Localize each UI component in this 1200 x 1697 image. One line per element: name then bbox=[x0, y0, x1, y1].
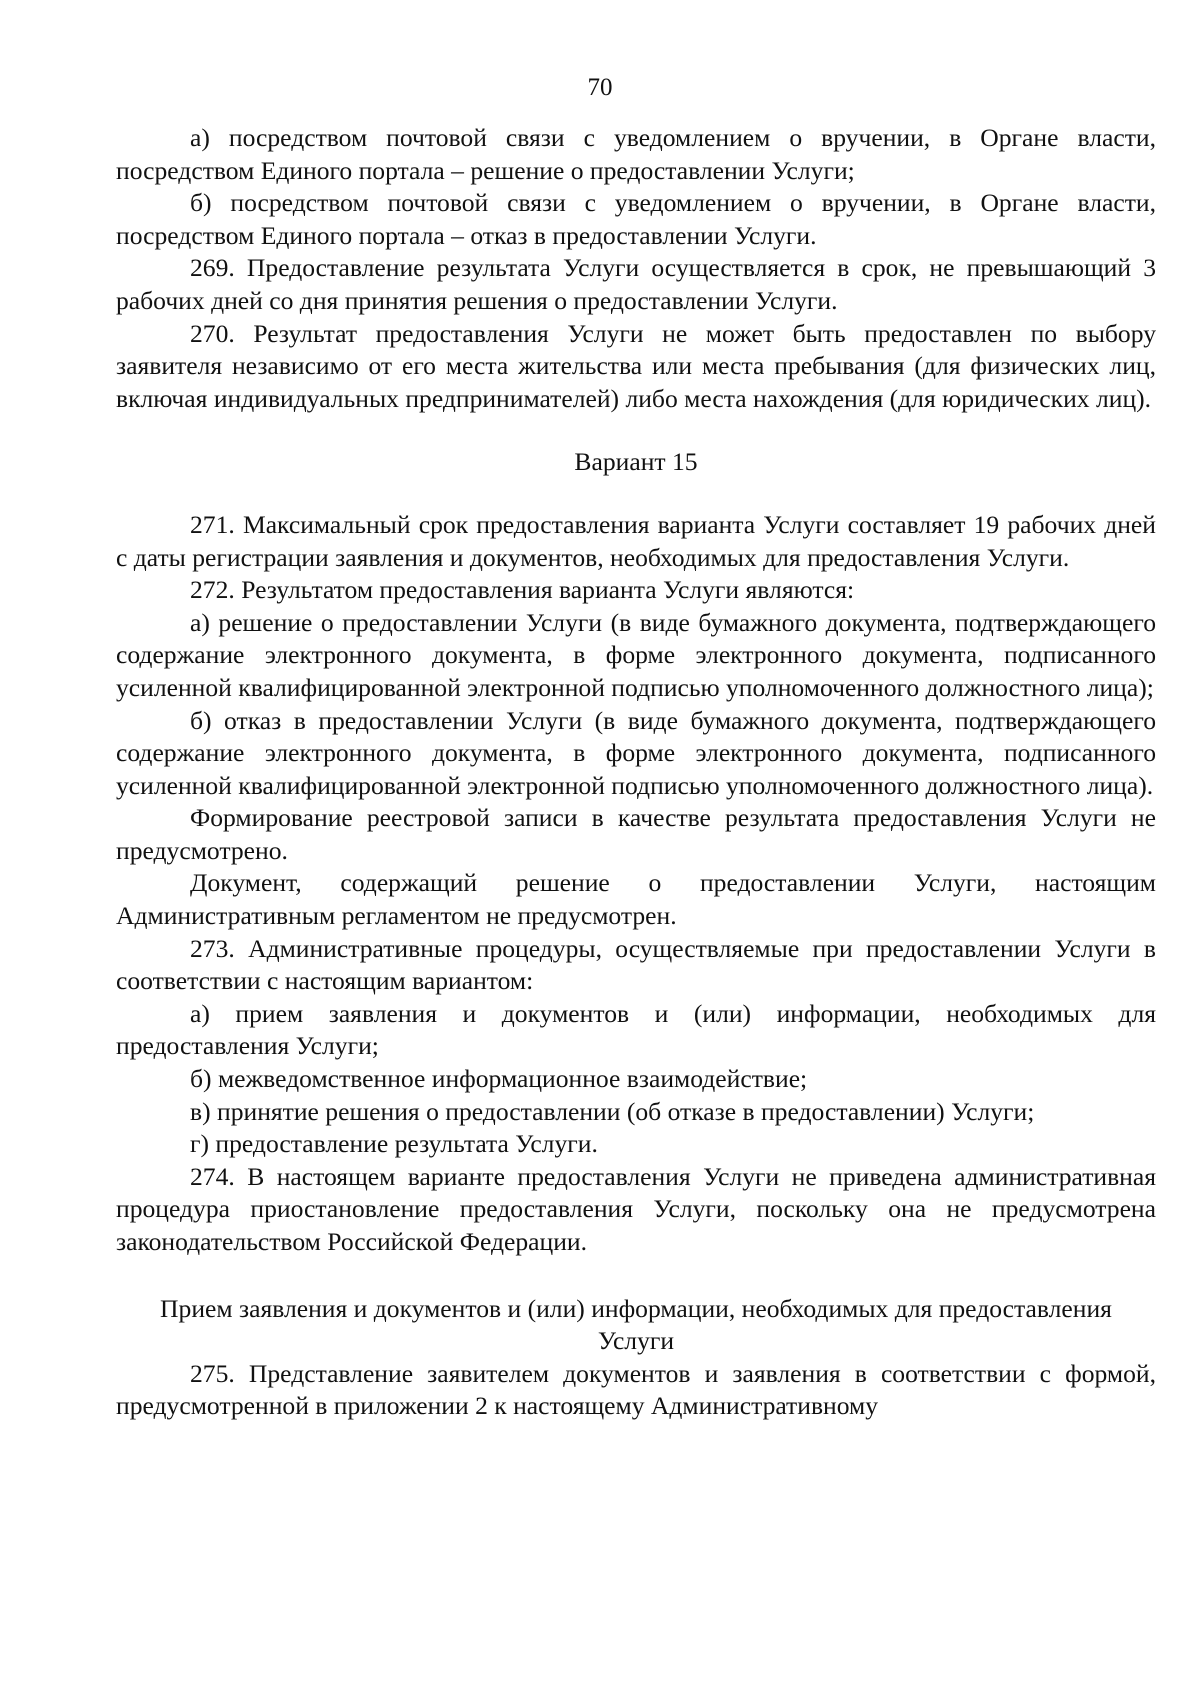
section-heading: Прием заявления и документов и (или) информации, необходимых для предоставления Услуги bbox=[160, 1293, 1112, 1356]
paragraph-273: 273. Административные процедуры, осуществляемые при предоставлении Услуги в соответствии с настоящим вариантом: bbox=[116, 933, 1156, 996]
variant-heading: Вариант 15 bbox=[574, 447, 698, 477]
paragraph-273-a: а) прием заявления и документов и (или) информации, необходимых для предоставления Услуги; bbox=[116, 998, 1156, 1061]
paragraph-result-decision-delivery: а) посредством почтовой связи с уведомлением о вручении, в Органе власти, посредством Единого портала – решение о предоставлении Услуги; bbox=[116, 123, 1156, 185]
paragraph-272-b: б) отказ в предоставлении Услуги (в виде бумажного документа, подтверждающего содержание электронного документа, в форме электронного документа, подписанного усиленной квалифицированной электронной подписью уполномоченного должностного лица). bbox=[116, 705, 1156, 800]
paragraph-272-a: а) решение о предоставлении Услуги (в виде бумажного документа, подтверждающего содержание электронного документа, в форме электронного документа, подписанного усиленной квалифицированной электронной подписью уполномоченного должностного лица); bbox=[116, 607, 1156, 702]
paragraph-result-refusal-delivery: б) посредством почтовой связи с уведомлением о вручении, в Органе власти, посредством Единого портала – отказ в предоставлении Услуги. bbox=[116, 188, 1156, 250]
paragraph-registry-record: Формирование реестровой записи в качестве результата предоставления Услуги не предусмотрено. bbox=[116, 803, 1156, 865]
paragraph-decision-document: Документ, содержащий решение о предоставлении Услуги, настоящим Административным регламентом не предусмотрен. bbox=[116, 868, 1156, 931]
paragraph-273-b: б) межведомственное информационное взаимодействие; bbox=[190, 1064, 808, 1094]
paragraph-275: 275. Представление заявителем документов и заявления в соответствии с формой, предусмотренной в приложении 2 к настоящему Административному bbox=[116, 1358, 1156, 1421]
page-number: 70 bbox=[587, 74, 613, 101]
paragraph-272: 272. Результатом предоставления варианта Услуги являются: bbox=[190, 575, 855, 605]
paragraph-274: 274. В настоящем варианте предоставления Услуги не приведена административная процедура приостановление предоставления Услуги, поскольку она не предусмотрена законодательством Российской Федерации. bbox=[116, 1161, 1156, 1256]
paragraph-269: 269. Предоставление результата Услуги осуществляется в срок, не превышающий 3 рабочих дней со дня принятия решения о предоставлении Услуги. bbox=[116, 253, 1156, 315]
paragraph-271: 271. Максимальный срок предоставления варианта Услуги составляет 19 рабочих дней с даты регистрации заявления и документов, необходимых для предоставления Услуги. bbox=[116, 509, 1156, 572]
paragraph-270: 270. Результат предоставления Услуги не может быть предоставлен по выбору заявителя независимо от его места жительства или места пребывания (для физических лиц, включая индивидуальных предпринимателей) либо места нахождения (для юридических лиц). bbox=[116, 318, 1156, 413]
document-body bbox=[116, 122, 1156, 1423]
paragraph-273-c: в) принятие решения о предоставлении (об отказе в предоставлении) Услуги; bbox=[190, 1096, 1035, 1126]
paragraph-273-d: г) предоставление результата Услуги. bbox=[190, 1129, 598, 1159]
